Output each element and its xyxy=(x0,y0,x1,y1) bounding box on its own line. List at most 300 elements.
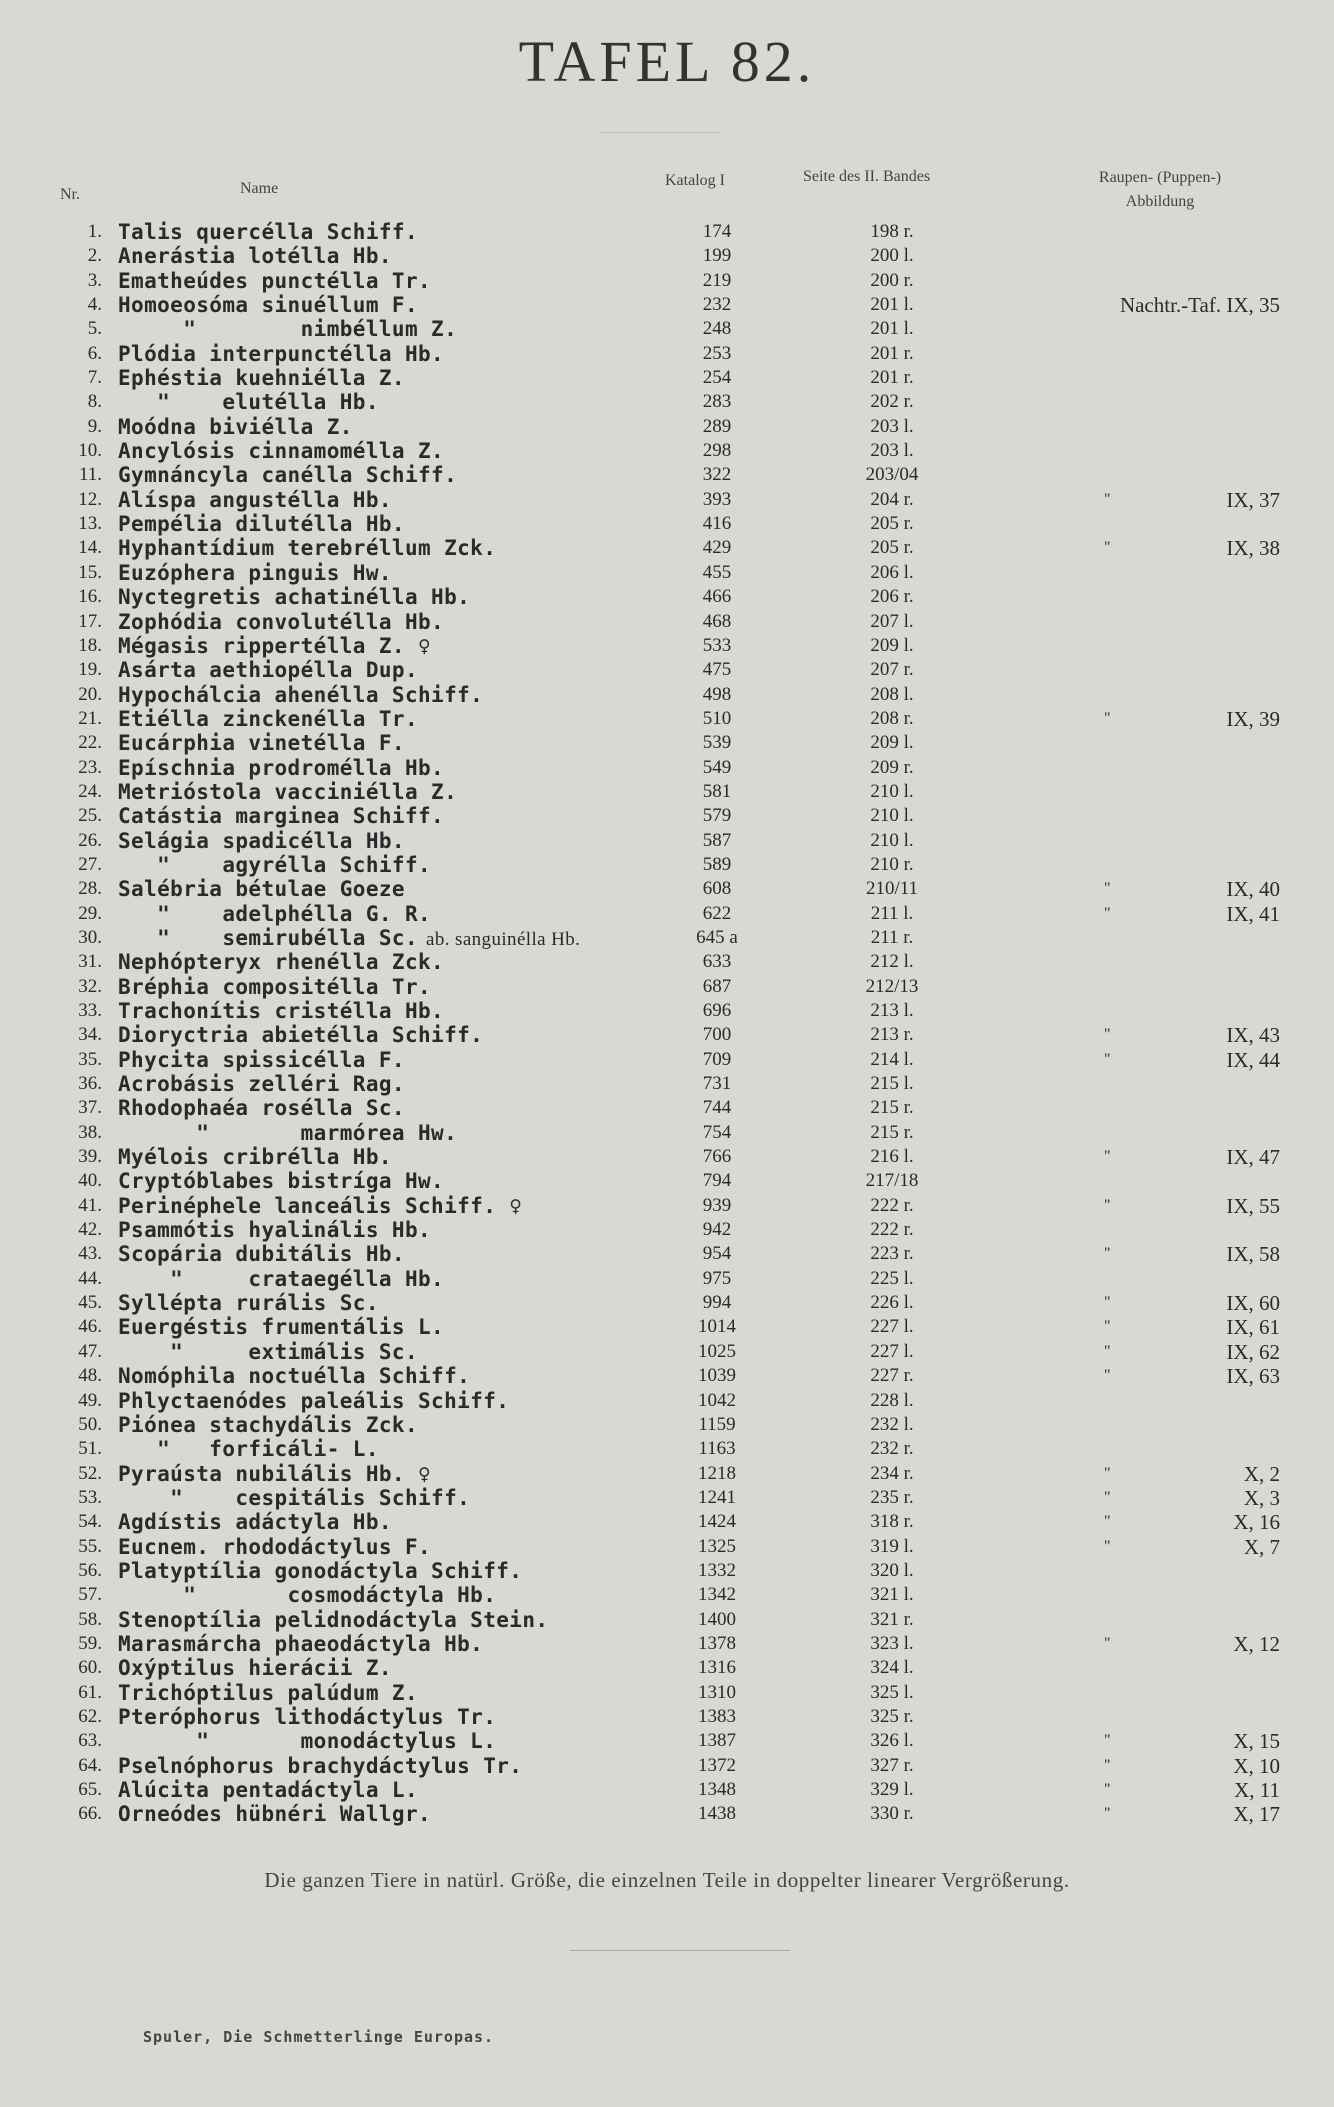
page-reference: 205 r. xyxy=(870,537,914,559)
page-reference: 228 l. xyxy=(870,1389,914,1411)
katalog-number: 254 xyxy=(702,367,732,389)
ditto-mark: " xyxy=(1104,1805,1111,1823)
ditto-mark: " xyxy=(1104,1488,1111,1506)
row-number: 27. xyxy=(78,853,102,875)
table-row xyxy=(0,658,1334,682)
row-number: 63. xyxy=(78,1730,102,1752)
row-number: 41. xyxy=(78,1194,102,1216)
table-row xyxy=(0,853,1334,877)
ditto-mark: " xyxy=(1104,539,1111,557)
table-row xyxy=(0,1413,1334,1437)
table-row xyxy=(0,1608,1334,1632)
table-row xyxy=(0,756,1334,780)
row-number: 28. xyxy=(78,878,102,900)
species-name: Platyptília gonodáctyla Schiff. xyxy=(118,1558,523,1583)
katalog-number: 1039 xyxy=(698,1365,736,1387)
row-number: 29. xyxy=(78,902,102,924)
row-number: 42. xyxy=(78,1219,102,1241)
species-name: Ancylósis cinnamomélla Z. xyxy=(118,439,445,464)
table-row xyxy=(0,1096,1334,1120)
species-name: Acrobásis zelléri Rag. xyxy=(118,1072,405,1097)
table-row xyxy=(0,1437,1334,1461)
page-reference: 215 l. xyxy=(870,1073,914,1095)
species-name: Alíspa angustélla Hb. xyxy=(118,487,392,512)
row-number: 65. xyxy=(78,1779,102,1800)
species-name: Trachonítis cristélla Hb. xyxy=(118,999,445,1023)
species-name: Homoeosóma sinuéllum F. xyxy=(118,293,418,318)
row-number: 24. xyxy=(78,780,102,802)
katalog-number: 994 xyxy=(702,1292,732,1314)
katalog-number: 975 xyxy=(702,1267,732,1289)
row-number: 11. xyxy=(78,464,102,486)
table-row xyxy=(0,317,1334,341)
figure-reference: X, 2 xyxy=(1243,1461,1280,1486)
species-name: " extimális Sc. xyxy=(118,1339,418,1364)
row-number: 53. xyxy=(78,1486,102,1508)
page-reference: 225 l. xyxy=(870,1267,914,1289)
ditto-mark: " xyxy=(1104,904,1111,922)
figure-reference: IX, 39 xyxy=(1226,706,1280,731)
page-reference: 202 r. xyxy=(870,391,914,413)
table-row xyxy=(0,1218,1334,1242)
page-reference: 207 l. xyxy=(870,610,914,632)
katalog-number: 232 xyxy=(702,294,732,316)
katalog-number: 794 xyxy=(702,1170,732,1192)
table-row xyxy=(0,390,1334,414)
row-number: 10. xyxy=(78,440,102,462)
table-row xyxy=(0,877,1334,901)
species-name: Alúcita pentadáctyla L. xyxy=(118,1778,418,1802)
katalog-number: 700 xyxy=(702,1024,732,1046)
table-row xyxy=(0,1656,1334,1680)
title-rule xyxy=(600,132,720,133)
species-name: Pteróphorus lithodáctylus Tr. xyxy=(118,1704,497,1729)
row-number: 52. xyxy=(78,1462,102,1484)
table-row xyxy=(0,780,1334,804)
figure-reference: IX, 44 xyxy=(1226,1047,1280,1072)
row-number: 37. xyxy=(78,1097,102,1119)
species-name: Myélois cribrélla Hb. xyxy=(118,1145,392,1170)
table-row xyxy=(0,1267,1334,1291)
table-row xyxy=(0,1802,1334,1826)
table-row xyxy=(0,585,1334,609)
page-reference: 223 r. xyxy=(870,1243,914,1265)
page-reference: 326 l. xyxy=(870,1730,914,1752)
row-number: 22. xyxy=(78,732,102,754)
species-name: Epíschnia prodromélla Hb. xyxy=(118,755,445,780)
page-reference: 212 l. xyxy=(870,951,914,973)
page-reference: 205 r. xyxy=(870,513,914,535)
figure-reference: X, 17 xyxy=(1233,1802,1280,1827)
row-number: 57. xyxy=(78,1584,102,1606)
page-reference: 217/18 xyxy=(865,1170,919,1192)
table-row xyxy=(0,829,1334,853)
species-name: Metrióstola vacciniélla Z. xyxy=(118,779,458,804)
row-number: 61. xyxy=(78,1681,102,1703)
katalog-number: 1025 xyxy=(698,1340,736,1362)
table-row xyxy=(0,950,1334,974)
table-row xyxy=(0,1315,1334,1339)
table-row xyxy=(0,269,1334,293)
row-number: 25. xyxy=(78,805,102,827)
species-name: " cespitális Schiff. xyxy=(118,1485,471,1510)
table-row xyxy=(0,1705,1334,1729)
page-reference: 215 r. xyxy=(870,1097,914,1119)
page-reference: 318 r. xyxy=(870,1511,914,1533)
species-name: Cryptóblabes bistríga Hw. xyxy=(118,1169,445,1194)
row-number: 64. xyxy=(78,1754,102,1776)
ditto-mark: " xyxy=(1104,1294,1111,1312)
table-row xyxy=(0,1535,1334,1559)
page-reference: 321 r. xyxy=(870,1608,914,1630)
species-name: Pyraústa nubilális Hb. ♀ xyxy=(118,1461,432,1486)
katalog-number: 475 xyxy=(702,659,732,681)
page-reference: 227 r. xyxy=(870,1365,914,1387)
row-number: 21. xyxy=(78,707,102,729)
katalog-number: 766 xyxy=(702,1146,732,1168)
table-row xyxy=(0,561,1334,585)
table-row xyxy=(0,683,1334,707)
species-name: " adelphélla G. R. xyxy=(118,901,432,926)
ditto-mark: " xyxy=(1104,1732,1111,1750)
ditto-mark: " xyxy=(1104,1148,1111,1166)
species-name: " forficáli- L. xyxy=(118,1437,379,1462)
page-reference: 320 l. xyxy=(870,1559,914,1581)
katalog-number: 549 xyxy=(702,756,732,778)
table-row xyxy=(0,1145,1334,1169)
species-name: Salébria bétulae Goeze xyxy=(118,877,405,902)
katalog-number: 393 xyxy=(702,488,732,510)
page-reference: 210 l. xyxy=(870,780,914,802)
katalog-number: 466 xyxy=(702,586,732,608)
katalog-number: 1332 xyxy=(698,1559,736,1581)
page-reference: 327 r. xyxy=(870,1754,914,1776)
page-reference: 325 l. xyxy=(870,1681,914,1703)
katalog-number: 1378 xyxy=(698,1632,736,1654)
page-reference: 222 r. xyxy=(870,1219,914,1241)
page-reference: 210 l. xyxy=(870,805,914,827)
row-number: 8. xyxy=(87,391,102,413)
katalog-number: 1372 xyxy=(698,1754,736,1776)
species-name: Hyphantídium terebréllum Zck. xyxy=(118,536,497,561)
katalog-number: 696 xyxy=(702,1000,732,1021)
katalog-number: 589 xyxy=(702,853,732,875)
row-number: 48. xyxy=(78,1365,102,1387)
table-row xyxy=(0,999,1334,1023)
row-number: 32. xyxy=(78,975,102,997)
species-name: Catástia marginea Schiff. xyxy=(118,804,445,829)
figure-reference: X, 11 xyxy=(1234,1778,1280,1802)
species-name: Moódna biviélla Z. xyxy=(118,414,353,439)
page-reference: 210/11 xyxy=(865,878,919,900)
page-reference: 232 r. xyxy=(870,1438,914,1460)
species-name: " nimbéllum Z. xyxy=(118,317,458,342)
species-name: Agdístis adáctyla Hb. xyxy=(118,1510,392,1535)
species-name-aberration: ab. sanguinélla Hb. xyxy=(426,928,581,950)
ditto-mark: " xyxy=(1104,1756,1111,1774)
katalog-number: 219 xyxy=(702,269,732,291)
figure-reference: IX, 60 xyxy=(1226,1291,1280,1316)
row-number: 45. xyxy=(78,1292,102,1314)
table-row xyxy=(0,1583,1334,1607)
katalog-number: 942 xyxy=(702,1219,732,1241)
row-number: 6. xyxy=(87,342,102,364)
katalog-number: 939 xyxy=(702,1194,732,1216)
katalog-number: 298 xyxy=(702,440,732,462)
page-reference: 235 r. xyxy=(870,1486,914,1508)
table-row xyxy=(0,902,1334,926)
header-katalog: Katalog I xyxy=(665,172,725,189)
species-name: Pempélia dilutélla Hb. xyxy=(118,512,405,537)
page-reference: 206 l. xyxy=(870,561,914,583)
figure-reference: IX, 58 xyxy=(1226,1242,1280,1267)
figure-reference: X, 16 xyxy=(1233,1510,1280,1535)
species-name: " elutélla Hb. xyxy=(118,390,379,415)
katalog-number: 1438 xyxy=(698,1803,736,1825)
header-seite: Seite des II. Bandes xyxy=(803,168,931,185)
katalog-number: 539 xyxy=(702,732,732,754)
katalog-number: 174 xyxy=(702,221,732,242)
page-reference: 207 r. xyxy=(870,659,914,681)
page-reference: 208 l. xyxy=(870,683,914,705)
species-name: Ephéstia kuehniélla Z. xyxy=(118,366,405,391)
figure-reference: IX, 40 xyxy=(1226,877,1280,902)
species-name: Dioryctria abietélla Schiff. xyxy=(118,1023,484,1048)
ditto-mark: " xyxy=(1104,490,1111,508)
ditto-mark: " xyxy=(1104,1781,1111,1798)
figure-reference: IX, 47 xyxy=(1226,1145,1280,1170)
row-number: 26. xyxy=(78,829,102,851)
species-name: Asárta aethiopélla Dup. xyxy=(118,658,418,683)
row-number: 12. xyxy=(78,488,102,510)
page-reference: 216 l. xyxy=(870,1146,914,1168)
species-name: Pselnóphorus brachydáctylus Tr. xyxy=(118,1753,523,1778)
table-row xyxy=(0,1169,1334,1193)
row-number: 36. xyxy=(78,1073,102,1095)
katalog-number: 1014 xyxy=(698,1316,736,1338)
katalog-number: 1316 xyxy=(698,1657,736,1679)
table-row xyxy=(0,707,1334,731)
katalog-number: 322 xyxy=(702,464,732,486)
row-number: 9. xyxy=(87,415,102,437)
katalog-number: 1383 xyxy=(698,1705,736,1727)
page-reference: 213 l. xyxy=(870,1000,914,1021)
row-number: 55. xyxy=(78,1535,102,1557)
table-row xyxy=(0,804,1334,828)
species-name: " agyrélla Schiff. xyxy=(118,852,432,877)
species-name: Trichóptilus palúdum Z. xyxy=(118,1680,418,1705)
species-name-main: " semirubélla Sc. xyxy=(118,925,418,950)
row-number: 47. xyxy=(78,1340,102,1362)
species-name: Nyctegretis achatinélla Hb. xyxy=(118,585,471,610)
katalog-number: 253 xyxy=(702,342,732,364)
species-name: Rhodophaéa rosélla Sc. xyxy=(118,1096,405,1121)
species-name: Orneódes hübnéri Wallgr. xyxy=(118,1802,432,1827)
katalog-number: 1325 xyxy=(698,1535,736,1557)
species-name: Talis quercélla Schiff. xyxy=(118,220,418,244)
figure-reference: IX, 63 xyxy=(1226,1364,1280,1389)
species-name: " crataegélla Hb. xyxy=(118,1266,445,1291)
page-reference: 214 l. xyxy=(870,1048,914,1070)
katalog-number: 954 xyxy=(702,1243,732,1265)
row-number: 2. xyxy=(87,245,102,267)
row-number: 49. xyxy=(78,1389,102,1411)
page-reference: 323 l. xyxy=(870,1632,914,1654)
species-name: Piónea stachydális Zck. xyxy=(118,1412,418,1437)
species-name: Selágia spadicélla Hb. xyxy=(118,828,405,853)
ditto-mark: " xyxy=(1104,1464,1111,1482)
katalog-number: 687 xyxy=(702,975,732,997)
row-number: 56. xyxy=(78,1559,102,1581)
row-number: 7. xyxy=(87,367,102,389)
row-number: 58. xyxy=(78,1608,102,1630)
ditto-mark: " xyxy=(1104,880,1111,898)
figure-reference: X, 3 xyxy=(1243,1485,1280,1510)
page-reference: 210 r. xyxy=(870,853,914,875)
row-number: 4. xyxy=(87,294,102,316)
katalog-number: 429 xyxy=(702,537,732,559)
table-row xyxy=(0,1754,1334,1778)
row-number: 31. xyxy=(78,951,102,973)
page-reference: 203 l. xyxy=(870,415,914,437)
species-name: Hypochálcia ahenélla Schiff. xyxy=(118,682,484,707)
katalog-number: 1042 xyxy=(698,1389,736,1411)
species-name: Gymnáncyla canélla Schiff. xyxy=(118,463,458,488)
katalog-number: 633 xyxy=(702,951,732,973)
table-row xyxy=(0,610,1334,634)
species-name: Syllépta rurális Sc. xyxy=(118,1291,379,1316)
page-reference: 227 l. xyxy=(870,1340,914,1362)
page-reference: 208 r. xyxy=(870,707,914,729)
katalog-number: 731 xyxy=(702,1073,732,1095)
ditto-mark: " xyxy=(1104,709,1111,727)
species-name xyxy=(118,926,580,952)
katalog-number: 1424 xyxy=(698,1511,736,1533)
species-name: " monodáctylus L. xyxy=(118,1729,497,1754)
row-number: 43. xyxy=(78,1243,102,1265)
katalog-number: 645 a xyxy=(696,926,738,948)
katalog-number: 1400 xyxy=(698,1608,736,1630)
katalog-number: 579 xyxy=(702,805,732,827)
page-reference: 210 l. xyxy=(870,829,914,851)
species-name: Zophódia convolutélla Hb. xyxy=(118,609,445,634)
page-reference: 204 r. xyxy=(870,488,914,510)
figure-reference: X, 12 xyxy=(1233,1631,1280,1656)
ditto-mark: " xyxy=(1104,1367,1111,1385)
row-number: 1. xyxy=(87,221,102,242)
ditto-mark: " xyxy=(1104,1634,1111,1652)
row-number: 46. xyxy=(78,1316,102,1338)
row-number: 54. xyxy=(78,1511,102,1533)
ditto-mark: " xyxy=(1104,1196,1111,1214)
species-name: Scopária dubitális Hb. xyxy=(118,1242,405,1267)
page-reference: 198 r. xyxy=(870,221,914,242)
figure-reference: IX, 41 xyxy=(1226,901,1280,926)
table-row xyxy=(0,463,1334,487)
table-row xyxy=(0,1242,1334,1266)
katalog-number: 1241 xyxy=(698,1486,736,1508)
katalog-number: 248 xyxy=(702,318,732,340)
table-row xyxy=(0,1486,1334,1510)
species-name: " marmórea Hw. xyxy=(118,1120,458,1145)
table-row xyxy=(0,1340,1334,1364)
katalog-number: 1159 xyxy=(698,1413,736,1435)
figure-reference: IX, 38 xyxy=(1226,536,1280,561)
katalog-number: 709 xyxy=(702,1048,732,1070)
page-reference: 324 l. xyxy=(870,1657,914,1679)
ditto-mark: " xyxy=(1104,1050,1111,1068)
row-number: 35. xyxy=(78,1048,102,1070)
species-name: Mégasis rippertélla Z. ♀ xyxy=(118,633,432,658)
row-number: 16. xyxy=(78,586,102,608)
figure-reference: Nachtr.-Taf. IX, 35 xyxy=(1119,293,1280,318)
katalog-number: 608 xyxy=(702,878,732,900)
species-table xyxy=(0,220,1334,1827)
katalog-number: 498 xyxy=(702,683,732,705)
table-row xyxy=(0,634,1334,658)
table-row xyxy=(0,488,1334,512)
table-row xyxy=(0,366,1334,390)
species-name: Oxýptilus hierácii Z. xyxy=(118,1656,392,1681)
katalog-number: 283 xyxy=(702,391,732,413)
row-number: 19. xyxy=(78,659,102,681)
page-reference: 329 l. xyxy=(870,1779,914,1800)
page-reference: 211 r. xyxy=(870,926,914,948)
table-row xyxy=(0,1729,1334,1753)
page-reference: 201 r. xyxy=(870,367,914,389)
species-name: Ematheúdes punctélla Tr. xyxy=(118,268,432,293)
figure-reference: IX, 37 xyxy=(1226,487,1280,512)
katalog-number: 744 xyxy=(702,1097,732,1119)
page-reference: 213 r. xyxy=(870,1024,914,1046)
table-row xyxy=(0,1778,1334,1802)
table-row xyxy=(0,1364,1334,1388)
katalog-number: 587 xyxy=(702,829,732,851)
species-name: Bréphia compositélla Tr. xyxy=(118,974,432,999)
row-number: 34. xyxy=(78,1024,102,1046)
header-raupen-line1: Raupen- (Puppen-) xyxy=(1098,169,1222,186)
page-reference: 234 r. xyxy=(870,1462,914,1484)
page-reference: 215 r. xyxy=(870,1121,914,1143)
row-number: 51. xyxy=(78,1438,102,1460)
species-name: Marasmárcha phaeodáctyla Hb. xyxy=(118,1631,484,1656)
table-row xyxy=(0,512,1334,536)
row-number: 38. xyxy=(78,1121,102,1143)
header-name: Name xyxy=(240,180,279,197)
table-row xyxy=(0,536,1334,560)
row-number: 60. xyxy=(78,1657,102,1679)
species-name: Euergéstis frumentális L. xyxy=(118,1315,445,1340)
species-name: Perinéphele lanceális Schiff. ♀ xyxy=(118,1193,523,1218)
page-reference: 325 r. xyxy=(870,1705,914,1727)
page-reference: 319 l. xyxy=(870,1535,914,1557)
page-reference: 222 r. xyxy=(870,1194,914,1216)
row-number: 30. xyxy=(78,926,102,948)
species-name: " cosmodáctyla Hb. xyxy=(118,1583,497,1608)
table-row xyxy=(0,1389,1334,1413)
row-number: 33. xyxy=(78,1000,102,1021)
page-reference: 201 l. xyxy=(870,318,914,340)
table-row xyxy=(0,1632,1334,1656)
katalog-number: 581 xyxy=(702,780,732,802)
row-number: 40. xyxy=(78,1170,102,1192)
figure-reference: X, 15 xyxy=(1233,1729,1280,1754)
table-row xyxy=(0,342,1334,366)
page-reference: 201 l. xyxy=(870,294,914,316)
table-row xyxy=(0,731,1334,755)
species-name: Psammótis hyalinális Hb. xyxy=(118,1218,432,1243)
row-number: 17. xyxy=(78,610,102,632)
